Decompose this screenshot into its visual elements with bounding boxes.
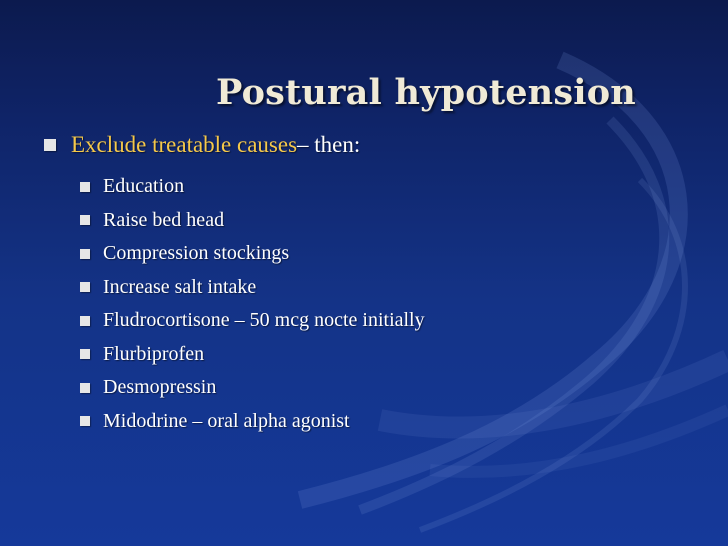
main-point-highlight: Exclude treatable causes [71,132,298,157]
list-item-text: Flurbiprofen [103,342,205,365]
square-bullet-icon [80,182,90,192]
square-bullet-icon [44,139,56,151]
list-item-text: Desmopressin [103,376,217,399]
square-bullet-icon [80,349,90,359]
square-bullet-icon [80,383,90,393]
main-bullet-point [44,132,360,158]
list-item [80,371,425,405]
list-item-text: Raise bed head [103,208,225,231]
list-item [80,271,425,305]
list-item-text: Increase salt intake [103,275,257,298]
list-item [80,204,425,238]
list-item-text: Education [103,175,185,198]
sub-bullet-list [80,170,425,438]
list-item-text: Midodrine – oral alpha agonist [103,409,350,432]
list-item [80,405,425,439]
swoosh-curve-5 [430,410,728,472]
list-item [80,237,425,271]
main-point-rest: – then: [297,132,361,157]
list-item [80,170,425,204]
square-bullet-icon [80,416,90,426]
square-bullet-icon [80,282,90,292]
list-item [80,304,425,338]
list-item-text: Compression stockings [103,242,290,265]
square-bullet-icon [80,316,90,326]
list-item [80,338,425,372]
slide-title: Postural hypotension [216,72,636,113]
list-item-text: Fludrocortisone – 50 mcg nocte initially [103,309,425,332]
swoosh-curve-3 [420,180,685,530]
square-bullet-icon [80,249,90,259]
swoosh-curve-4 [380,360,728,428]
square-bullet-icon [80,215,90,225]
